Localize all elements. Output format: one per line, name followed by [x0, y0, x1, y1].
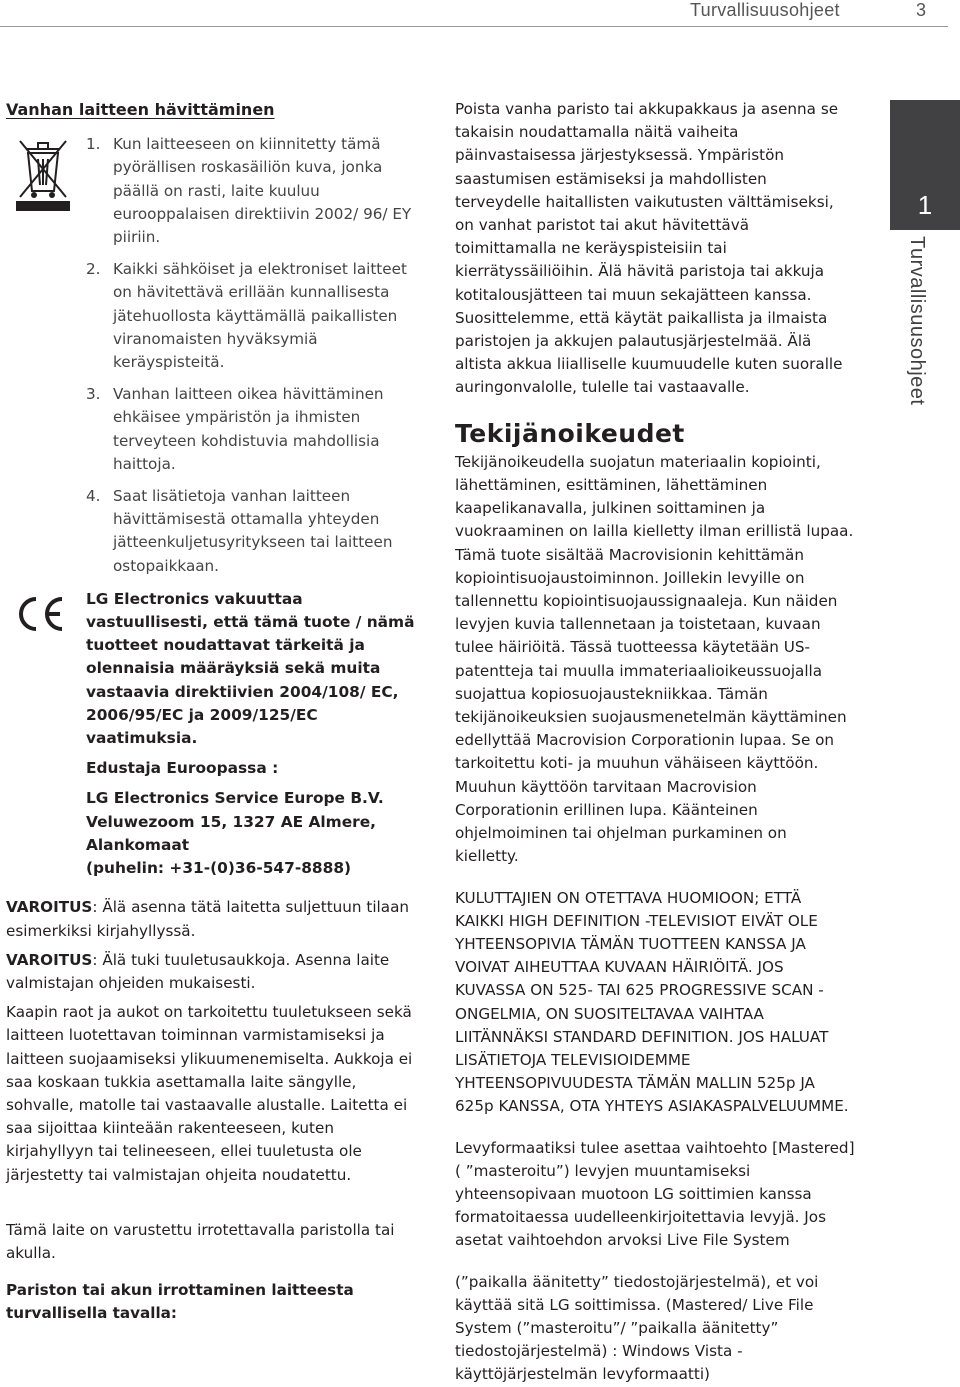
page-number: 3 [916, 0, 927, 20]
header-title: Turvallisuusohjeet [690, 0, 840, 20]
warning-label: VAROITUS [6, 950, 93, 969]
crossed-wheelie-bin-icon [14, 135, 72, 215]
representative-phone: (puhelin: +31-(0)36-547-8888) [86, 859, 352, 878]
header-rule [0, 26, 948, 27]
right-column [455, 98, 855, 1387]
hdtv-notice: KULUTTAJIEN ON OTETTAVA HUOMIOON; ETTÄ KAIKKI HIGH DEFINITION -TELEVISIOT EIVÄT OLE YHTEENSOPIVIA TÄMÄN TUOTTEEN KANSSA JA VOIVAT AIHEUTTAA KUVAAN HÄIRIÖITÄ. JOS KUVASSA ON 525- TAI 625 PROGRESSIVE SCAN -ONGELMIA, ON SUOSITELTAVAA VAIHTAA LIITÄNNÄKSI STANDARD DEFINITION. JOS HALUAT LISÄTIETOJA TELEVISIOIDEMME YHTEENSOPIVUUDESTA TÄMÄN MALLIN 525p JA 625p KANSSA, OTA YHTEYS ASIAKASPALVELUUMME. [455, 888, 849, 1116]
warning-label: VAROITUS [6, 898, 93, 917]
battery-paragraph: Tämä laite on varustettu irrotettavalla paristolla tai akulla. [6, 1220, 395, 1262]
warning-ventilation [6, 949, 416, 995]
battery-removal-paragraph: Poista vanha paristo tai akkupakkaus ja asenna se takaisin noudattamalla näitä vaiheita päinvastaisessa järjestyksessä. Ympäristön saastumisen estämiseksi ja mahdollisten terveydelle haitallisten vaikutusten välttämiseksi, on vanhat paristot tai akut hävitettävä toimittamalla ne keräyspisteisiin tai kierrätyssäiliöihin. Älä hävitä paristoja tai akkuja kotitalousjätteen tai muun sekajätteen kanssa. Suosittelemme, että käytät paikallista ja ilmaista paristojen ja akkujen palautusjärjestelmää. Älä altista akkua liialliselle kuumuudelle kuten suoralle auringonvalolle, tulelle tai vastaavalle. [455, 100, 843, 397]
warning-text: : Älä tuki tuuletusaukkoja. Asenna laite valmistajan ohjeiden mukaisesti. [6, 950, 390, 992]
ce-declaration-block [6, 588, 416, 880]
chapter-label: Turvallisuusohjeet [906, 236, 928, 406]
battery-heading: Pariston tai akun irrottaminen laitteesta turvallisella tavalla: [6, 1281, 354, 1323]
warning-enclosed-space [6, 896, 416, 942]
copyright-paragraph: Tekijänoikeudella suojatun materiaalin kopiointi, lähettäminen, esittäminen, lähettäminen kaapelikanavalla, julkinen soittaminen ja vuokraaminen on lailla kielletty ilman erillistä lupaa. Tämä tuote sisältää Macrovisionin kehittämän kopiointisuojaustoiminnon. Joillekin levyille on tallennettu kopiointisuojaussignaaleja. Kun näiden levyjen kuvia tallennetaan ja toistetaan, kuvaan tulee häiriöitä. Tässä tuotteessa käytetään US-patentteja tai muulla immateriaalioikeussuojalla suojattua kopiosuojaustekniikkaa. Tämän tekijänoikeuksien suojausmenetelmän käyttäminen edellyttää Macrovision Corporationin lupaa. Se on tarkoitettu koti- ja muuhun vähäiseen käyttöön. Muuhun käyttöön tarvitaan Macrovision Corporationin erillinen lupa. Käänteinen ohjelmoiminen tai ohjelman purkaminen on kielletty. [455, 452, 854, 866]
list-item-number: 1. [86, 135, 101, 154]
ce-declaration: LG Electronics vakuuttaa vastuullisesti, että tämä tuote / nämä tuotteet noudattavat tärkeitä ja olennaisia määräyksiä sekä muita vastaavia direktiivien 2004/108/ EC, 2006/95/EC ja 2009/125/EC vaatimuksia. [86, 589, 415, 748]
representative-label: Edustaja Euroopassa : [86, 759, 279, 778]
warning-text: : Älä asenna tätä laitetta suljettuun tilaan esimerkiksi kirjahyllyssä. [6, 898, 410, 940]
disposal-title: Vanhan laitteen hävittäminen [6, 100, 275, 119]
representative-address: Veluwezoom 15, 1327 AE Almere, Alankomaat [86, 812, 377, 854]
list-item-text: Saat lisätietoja vanhan laitteen hävittämisestä ottamalla yhteyden jätteenkuljetusyritykseen tai laitteen ostopaikkaan. [113, 487, 393, 575]
list-item-number: 3. [86, 385, 101, 404]
ce-mark-icon [16, 596, 66, 632]
chapter-tab [890, 100, 960, 230]
list-item [86, 383, 416, 476]
disc-format-paragraph-2: (”paikalla äänitetty” tiedostojärjestelmä), et voi käyttää sitä LG soittimissa. (Mastered/ Live File System (”masteroitu”/ ”paikalla äänitetty” tiedostojärjestelmä) : Windows Vista -käyttöjärjestelmän levyformaatti) [455, 1272, 819, 1384]
list-item-number: 4. [86, 487, 101, 506]
list-item [86, 258, 416, 374]
list-item [86, 133, 416, 249]
left-column [6, 98, 416, 1332]
list-item-text: Kun laitteeseen on kiinnitetty tämä pyörällisen roskasäiliön kuva, jonka päällä on rasti, laite kuuluu eurooppalaisen direktiivin 2002/ 96/ EY piiriin. [113, 135, 412, 247]
disc-format-paragraph: Levyformaatiksi tulee asettaa vaihtoehto [Mastered] ( ”masteroitu”) levyjen muuntamiseksi yhteensopivaan muotoon LG soittimien kanssa formatoitaessa uudelleenkirjoitettavia levyjä. Jos asetat vaihtoehdon arvoksi Live File System [455, 1138, 855, 1250]
list-item-text: Kaikki sähköiset ja elektroniset laitteet on hävitettävä erillään kunnallisesta jätehuollosta käyttämällä paikallisten viranomaisten hyväksymiä keräyspisteitä. [113, 260, 407, 372]
list-item-text: Vanhan laitteen oikea hävittäminen ehkäisee ympäristön ja ihmisten terveyteen kohdistuvia mahdollisia haittoja. [113, 385, 384, 473]
copyright-heading: Tekijänoikeudet [455, 418, 685, 448]
list-item-number: 2. [86, 260, 101, 279]
list-item [86, 485, 416, 578]
chapter-label-container [905, 236, 935, 416]
representative-company: LG Electronics Service Europe B.V. [86, 789, 384, 808]
disposal-list [6, 133, 416, 578]
chapter-number: 1 [917, 190, 933, 220]
ventilation-paragraph: Kaapin raot ja aukot on tarkoitettu tuuletukseen sekä laitteen luotettavan toiminnan varmistamiseksi ja laitteen suojaamiseksi ylikuumenemiselta. Aukkoja ei saa koskaan tukkia asettamalla laite sängylle, sohvalle, matolle tai vastaavalle alustalle. Laitetta ei saa sijoittaa kiinteään rakenteeseen, kuten kirjahyllyyn tai telineeseen, ellei tuuletusta ole järjestetty tai valmistajan ohjeita noudatettu. [6, 1003, 413, 1184]
